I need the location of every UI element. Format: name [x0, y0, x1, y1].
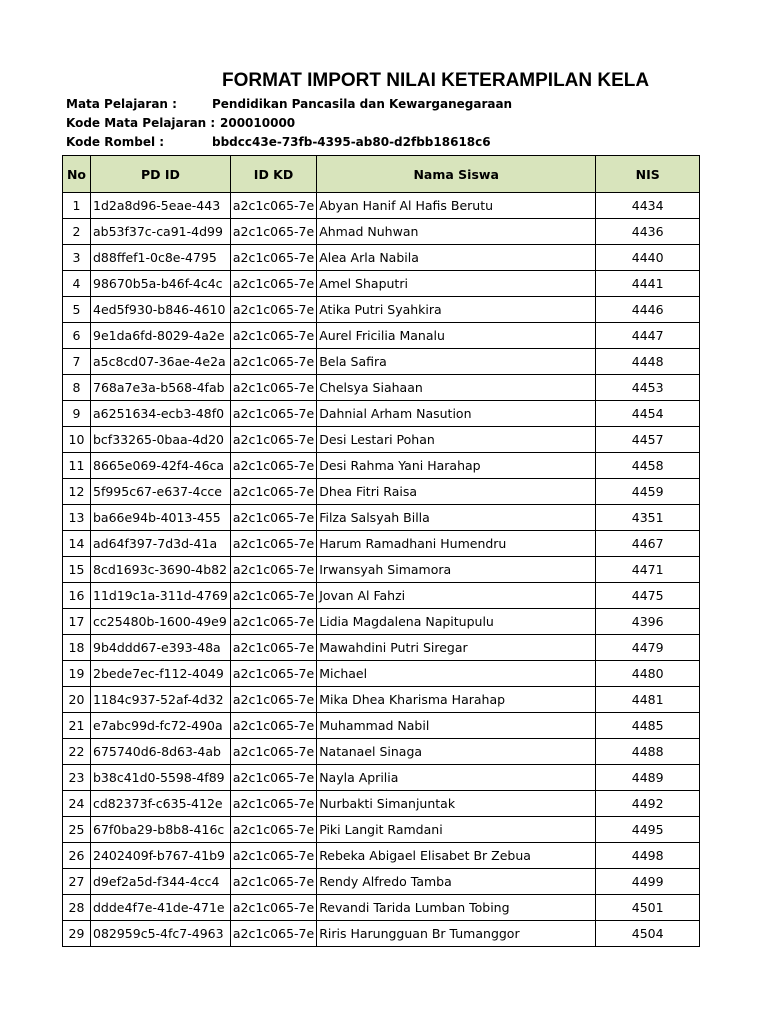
cell-no[interactable]: 28: [63, 895, 91, 921]
cell-id-kd[interactable]: a2c1c065-7e: [230, 427, 316, 453]
table-row: [63, 297, 700, 323]
cell-no[interactable]: 7: [63, 349, 91, 375]
cell-no[interactable]: 26: [63, 843, 91, 869]
cell-nis[interactable]: 4489: [596, 765, 700, 791]
cell-nama-siswa[interactable]: Harum Ramadhani Humendru: [317, 531, 596, 557]
cell-nis[interactable]: 4448: [596, 349, 700, 375]
cell-nis[interactable]: 4454: [596, 401, 700, 427]
table-header-row: [63, 156, 700, 193]
table-row: [63, 271, 700, 297]
cell-nama-siswa[interactable]: Dhea Fitri Raisa: [317, 479, 596, 505]
cell-no[interactable]: 15: [63, 557, 91, 583]
table-row: [63, 349, 700, 375]
table-row: [63, 687, 700, 713]
cell-nis[interactable]: 4479: [596, 635, 700, 661]
cell-nama-siswa[interactable]: Irwansyah Simamora: [317, 557, 596, 583]
cell-no[interactable]: 3: [63, 245, 91, 271]
kode-mapel-label: Kode Mata Pelajaran :: [66, 116, 216, 130]
cell-nis[interactable]: 4436: [596, 219, 700, 245]
table-row: [63, 427, 700, 453]
cell-pd-id[interactable]: 2bede7ec-f112-4049: [91, 661, 231, 687]
page-title-text: FORMAT IMPORT NILAI KETERAMPILAN KELA: [222, 70, 650, 91]
table-row: [63, 401, 700, 427]
table-row: [63, 557, 700, 583]
cell-nama-siswa[interactable]: Desi Rahma Yani Harahap: [317, 453, 596, 479]
cell-pd-id[interactable]: a5c8cd07-36ae-4e2a: [91, 349, 231, 375]
table-row: [63, 375, 700, 401]
cell-pd-id[interactable]: ab53f37c-ca91-4d99: [91, 219, 231, 245]
cell-no[interactable]: 4: [63, 271, 91, 297]
cell-no[interactable]: 5: [63, 297, 91, 323]
table-row: [63, 219, 700, 245]
cell-nama-siswa[interactable]: Aurel Fricilia Manalu: [317, 323, 596, 349]
cell-id-kd[interactable]: a2c1c065-7e: [230, 921, 316, 947]
cell-id-kd[interactable]: a2c1c065-7e: [230, 765, 316, 791]
kode-rombel-label: Kode Rombel :: [66, 135, 165, 149]
table-row: [63, 193, 700, 219]
header-id-kd: ID KD: [230, 156, 316, 193]
table-row: [63, 505, 700, 531]
cell-id-kd[interactable]: a2c1c065-7e: [230, 557, 316, 583]
cell-id-kd[interactable]: a2c1c065-7e: [230, 505, 316, 531]
cell-pd-id[interactable]: bcf33265-0baa-4d20: [91, 427, 231, 453]
cell-nama-siswa[interactable]: Mika Dhea Kharisma Harahap: [317, 687, 596, 713]
table-row: [63, 791, 700, 817]
cell-no[interactable]: 2: [63, 219, 91, 245]
cell-id-kd[interactable]: a2c1c065-7e: [230, 791, 316, 817]
cell-no[interactable]: 27: [63, 869, 91, 895]
cell-id-kd[interactable]: a2c1c065-7e: [230, 531, 316, 557]
cell-nama-siswa[interactable]: Lidia Magdalena Napitupulu: [317, 609, 596, 635]
cell-no[interactable]: 19: [63, 661, 91, 687]
cell-nis[interactable]: 4498: [596, 843, 700, 869]
cell-id-kd[interactable]: a2c1c065-7e: [230, 219, 316, 245]
table-row: [63, 453, 700, 479]
table-row: [63, 817, 700, 843]
cell-id-kd[interactable]: a2c1c065-7e: [230, 583, 316, 609]
cell-pd-id[interactable]: d88ffef1-0c8e-4795: [91, 245, 231, 271]
cell-pd-id[interactable]: 9b4ddd67-e393-48a: [91, 635, 231, 661]
cell-pd-id[interactable]: 8665e069-42f4-46ca: [91, 453, 231, 479]
cell-no[interactable]: 18: [63, 635, 91, 661]
nilai-table: [62, 155, 700, 947]
cell-no[interactable]: 12: [63, 479, 91, 505]
cell-nis[interactable]: 4480: [596, 661, 700, 687]
header-no: No: [63, 156, 91, 193]
cell-no[interactable]: 8: [63, 375, 91, 401]
meta-kode-rombel: [66, 133, 566, 152]
cell-nama-siswa[interactable]: Bela Safira: [317, 349, 596, 375]
cell-nis[interactable]: 4440: [596, 245, 700, 271]
cell-id-kd[interactable]: a2c1c065-7e: [230, 635, 316, 661]
cell-nama-siswa[interactable]: Filza Salsyah Billa: [317, 505, 596, 531]
cell-pd-id[interactable]: ad64f397-7d3d-41a: [91, 531, 231, 557]
cell-pd-id[interactable]: 082959c5-4fc7-4963: [91, 921, 231, 947]
cell-nis[interactable]: 4492: [596, 791, 700, 817]
cell-id-kd[interactable]: a2c1c065-7e: [230, 401, 316, 427]
cell-pd-id[interactable]: 5f995c67-e637-4cce: [91, 479, 231, 505]
cell-nis[interactable]: 4501: [596, 895, 700, 921]
cell-pd-id[interactable]: 11d19c1a-311d-4769: [91, 583, 231, 609]
cell-nis[interactable]: 4488: [596, 739, 700, 765]
table-row: [63, 245, 700, 271]
cell-id-kd[interactable]: a2c1c065-7e: [230, 817, 316, 843]
cell-id-kd[interactable]: a2c1c065-7e: [230, 609, 316, 635]
cell-pd-id[interactable]: b38c41d0-5598-4f89: [91, 765, 231, 791]
cell-id-kd[interactable]: a2c1c065-7e: [230, 661, 316, 687]
table-row: [63, 479, 700, 505]
table-row: [63, 323, 700, 349]
cell-nama-siswa[interactable]: Ahmad Nuhwan: [317, 219, 596, 245]
cell-nama-siswa[interactable]: Mawahdini Putri Siregar: [317, 635, 596, 661]
table-row: [63, 609, 700, 635]
cell-nama-siswa[interactable]: Piki Langit Ramdani: [317, 817, 596, 843]
cell-no[interactable]: 21: [63, 713, 91, 739]
cell-nis[interactable]: 4457: [596, 427, 700, 453]
table-row: [63, 739, 700, 765]
kode-mapel-value: 200010000: [220, 116, 296, 130]
cell-nama-siswa[interactable]: Chelsya Siahaan: [317, 375, 596, 401]
table-row: [63, 765, 700, 791]
cell-nis[interactable]: 4485: [596, 713, 700, 739]
meta-kode-mapel: [66, 114, 366, 133]
table-row: [63, 661, 700, 687]
cell-no[interactable]: 17: [63, 609, 91, 635]
cell-nis[interactable]: 4471: [596, 557, 700, 583]
table-row: [63, 531, 700, 557]
cell-nis[interactable]: 4441: [596, 271, 700, 297]
cell-pd-id[interactable]: 9e1da6fd-8029-4a2e: [91, 323, 231, 349]
cell-nis[interactable]: 4458: [596, 453, 700, 479]
cell-id-kd[interactable]: a2c1c065-7e: [230, 453, 316, 479]
cell-nama-siswa[interactable]: Dahnial Arham Nasution: [317, 401, 596, 427]
cell-no[interactable]: 9: [63, 401, 91, 427]
cell-nama-siswa[interactable]: Abyan Hanif Al Hafis Berutu: [317, 193, 596, 219]
page-title: [0, 70, 668, 94]
cell-pd-id[interactable]: e7abc99d-fc72-490a: [91, 713, 231, 739]
cell-no[interactable]: 16: [63, 583, 91, 609]
cell-nama-siswa[interactable]: Riris Harungguan Br Tumanggor: [317, 921, 596, 947]
cell-id-kd[interactable]: a2c1c065-7e: [230, 349, 316, 375]
table-row: [63, 869, 700, 895]
cell-nama-siswa[interactable]: Jovan Al Fahzi: [317, 583, 596, 609]
table-row: [63, 583, 700, 609]
table-row: [63, 895, 700, 921]
cell-pd-id[interactable]: a6251634-ecb3-48f0: [91, 401, 231, 427]
cell-no[interactable]: 25: [63, 817, 91, 843]
table-row: [63, 635, 700, 661]
cell-id-kd[interactable]: a2c1c065-7e: [230, 245, 316, 271]
meta-mata-pelajaran: [66, 95, 546, 114]
cell-nama-siswa[interactable]: Michael: [317, 661, 596, 687]
cell-nama-siswa[interactable]: Nayla Aprilia: [317, 765, 596, 791]
cell-pd-id[interactable]: d9ef2a5d-f344-4cc4: [91, 869, 231, 895]
cell-id-kd[interactable]: a2c1c065-7e: [230, 297, 316, 323]
cell-id-kd[interactable]: a2c1c065-7e: [230, 375, 316, 401]
cell-nis[interactable]: 4434: [596, 193, 700, 219]
cell-no[interactable]: 14: [63, 531, 91, 557]
header-nis: NIS: [596, 156, 700, 193]
cell-pd-id[interactable]: ddde4f7e-41de-471e: [91, 895, 231, 921]
cell-pd-id[interactable]: cc25480b-1600-49e9: [91, 609, 231, 635]
cell-no[interactable]: 13: [63, 505, 91, 531]
cell-nis[interactable]: 4467: [596, 531, 700, 557]
cell-id-kd[interactable]: a2c1c065-7e: [230, 869, 316, 895]
cell-nama-siswa[interactable]: Amel Shaputri: [317, 271, 596, 297]
cell-no[interactable]: 6: [63, 323, 91, 349]
cell-nama-siswa[interactable]: Atika Putri Syahkira: [317, 297, 596, 323]
cell-pd-id[interactable]: 1184c937-52af-4d32: [91, 687, 231, 713]
cell-no[interactable]: 10: [63, 427, 91, 453]
cell-id-kd[interactable]: a2c1c065-7e: [230, 687, 316, 713]
cell-pd-id[interactable]: 2402409f-b767-41b9: [91, 843, 231, 869]
cell-nis[interactable]: 4453: [596, 375, 700, 401]
header-pd-id: PD ID: [91, 156, 231, 193]
cell-no[interactable]: 29: [63, 921, 91, 947]
cell-id-kd[interactable]: a2c1c065-7e: [230, 895, 316, 921]
cell-id-kd[interactable]: a2c1c065-7e: [230, 479, 316, 505]
cell-no[interactable]: 20: [63, 687, 91, 713]
cell-nama-siswa[interactable]: Revandi Tarida Lumban Tobing: [317, 895, 596, 921]
cell-id-kd[interactable]: a2c1c065-7e: [230, 323, 316, 349]
cell-nis[interactable]: 4504: [596, 921, 700, 947]
cell-nama-siswa[interactable]: Natanael Sinaga: [317, 739, 596, 765]
cell-pd-id[interactable]: 98670b5a-b46f-4c4c: [91, 271, 231, 297]
cell-nama-siswa[interactable]: Alea Arla Nabila: [317, 245, 596, 271]
cell-nis[interactable]: 4396: [596, 609, 700, 635]
cell-nis[interactable]: 4446: [596, 297, 700, 323]
cell-nama-siswa[interactable]: Nurbakti Simanjuntak: [317, 791, 596, 817]
mata-pelajaran-label: Mata Pelajaran :: [66, 97, 177, 111]
cell-id-kd[interactable]: a2c1c065-7e: [230, 713, 316, 739]
cell-no[interactable]: 24: [63, 791, 91, 817]
cell-nis[interactable]: 4499: [596, 869, 700, 895]
cell-pd-id[interactable]: 1d2a8d96-5eae-443: [91, 193, 231, 219]
table-row: [63, 843, 700, 869]
kode-rombel-value: bbdcc43e-73fb-4395-ab80-d2fbb18618c6: [212, 135, 491, 149]
cell-pd-id[interactable]: 675740d6-8d63-4ab: [91, 739, 231, 765]
cell-id-kd[interactable]: a2c1c065-7e: [230, 193, 316, 219]
table-row: [63, 921, 700, 947]
cell-id-kd[interactable]: a2c1c065-7e: [230, 843, 316, 869]
cell-no[interactable]: 22: [63, 739, 91, 765]
cell-nama-siswa[interactable]: Rendy Alfredo Tamba: [317, 869, 596, 895]
cell-nama-siswa[interactable]: Rebeka Abigael Elisabet Br Zebua: [317, 843, 596, 869]
cell-nama-siswa[interactable]: Desi Lestari Pohan: [317, 427, 596, 453]
cell-id-kd[interactable]: a2c1c065-7e: [230, 739, 316, 765]
cell-id-kd[interactable]: a2c1c065-7e: [230, 271, 316, 297]
header-nama-siswa: Nama Siswa: [317, 156, 596, 193]
cell-pd-id[interactable]: 768a7e3a-b568-4fab: [91, 375, 231, 401]
cell-pd-id[interactable]: ba66e94b-4013-455: [91, 505, 231, 531]
cell-nis[interactable]: 4481: [596, 687, 700, 713]
cell-no[interactable]: 23: [63, 765, 91, 791]
cell-nis[interactable]: 4459: [596, 479, 700, 505]
cell-nis[interactable]: 4495: [596, 817, 700, 843]
cell-nama-siswa[interactable]: Muhammad Nabil: [317, 713, 596, 739]
cell-nis[interactable]: 4475: [596, 583, 700, 609]
cell-no[interactable]: 11: [63, 453, 91, 479]
cell-pd-id[interactable]: 67f0ba29-b8b8-416c: [91, 817, 231, 843]
cell-pd-id[interactable]: 4ed5f930-b846-4610: [91, 297, 231, 323]
cell-pd-id[interactable]: 8cd1693c-3690-4b82: [91, 557, 231, 583]
cell-nis[interactable]: 4447: [596, 323, 700, 349]
table-row: [63, 713, 700, 739]
mata-pelajaran-value: Pendidikan Pancasila dan Kewarganegaraan: [212, 97, 513, 111]
cell-pd-id[interactable]: cd82373f-c635-412e: [91, 791, 231, 817]
cell-nis[interactable]: 4351: [596, 505, 700, 531]
cell-no[interactable]: 1: [63, 193, 91, 219]
